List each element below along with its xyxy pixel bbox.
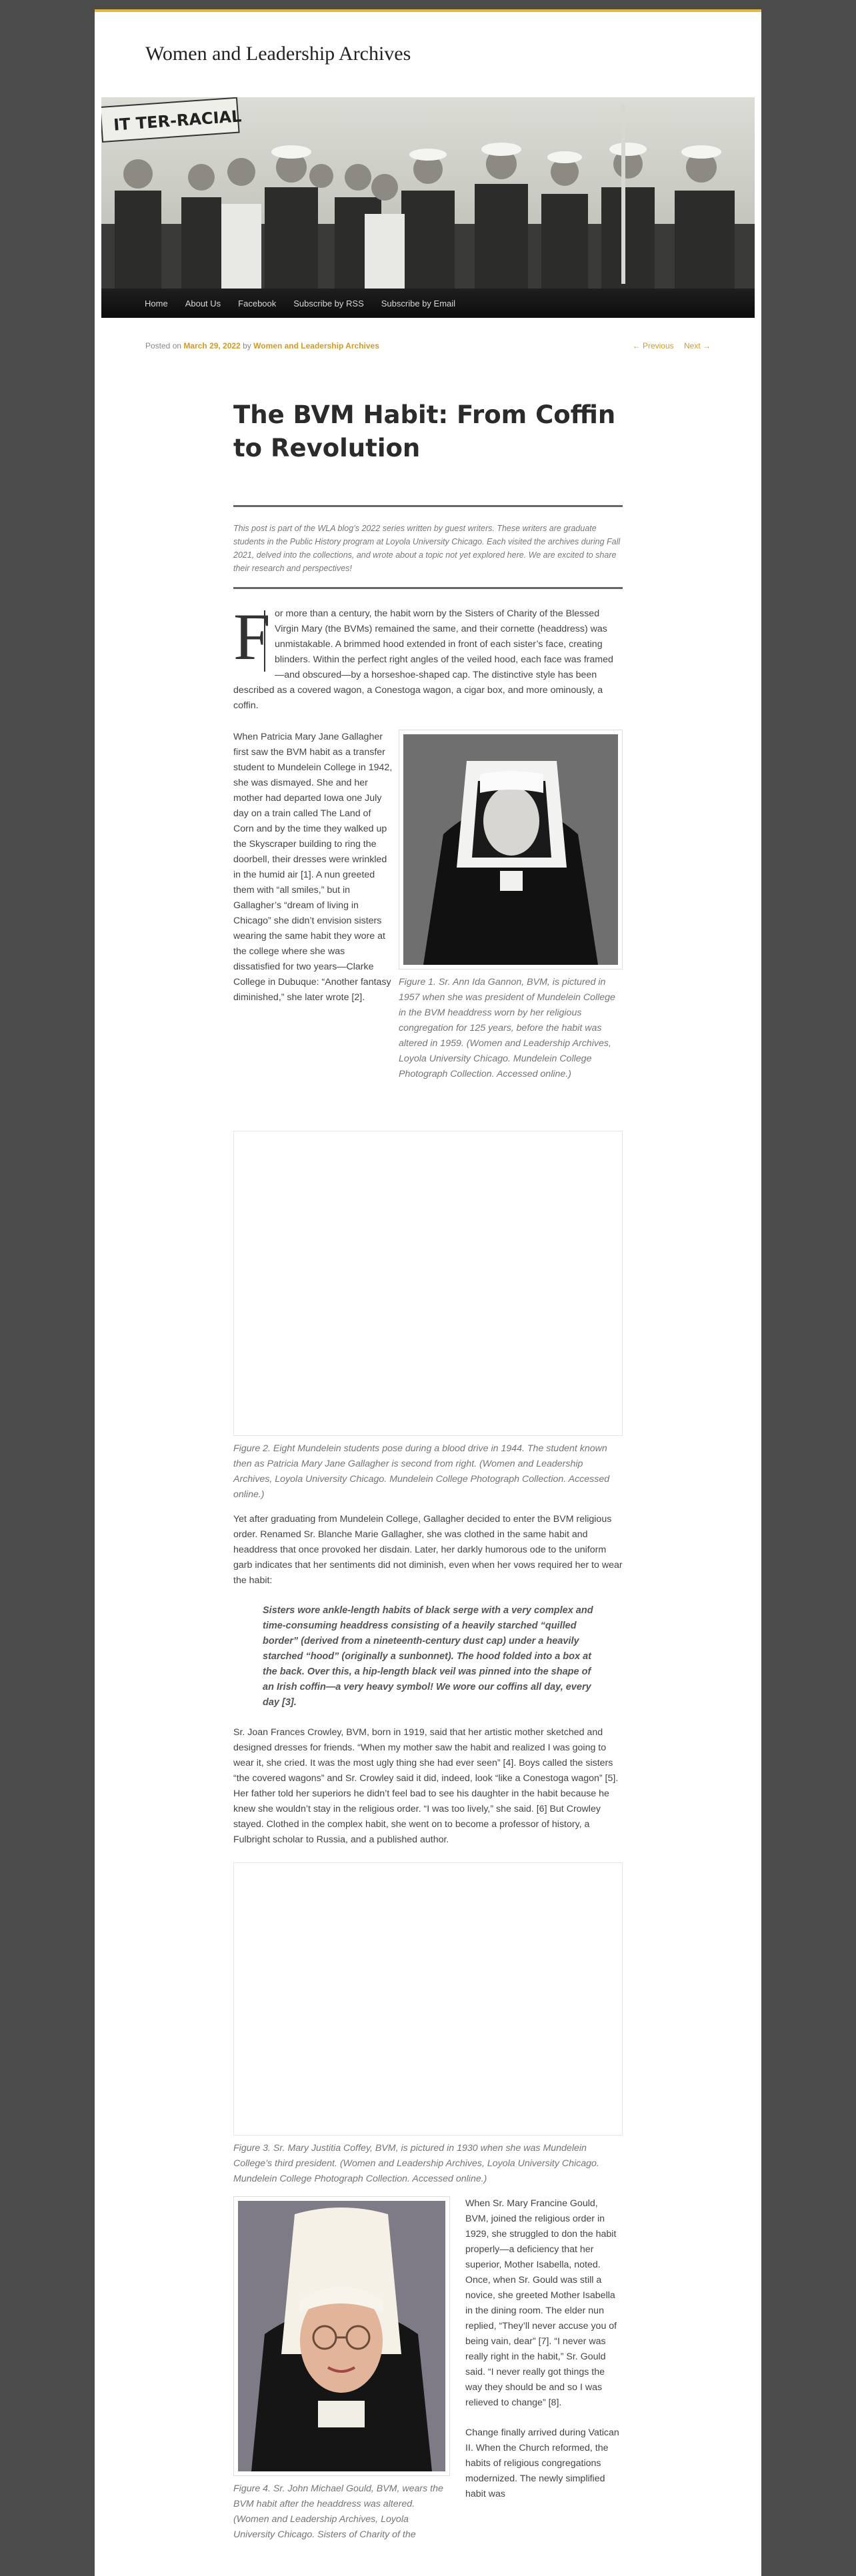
posted-on-label: Posted on	[145, 341, 182, 350]
paragraph-4: Sr. Joan Frances Crowley, BVM, born in 1919, said that her artistic mother sketched and designed dresses for friends. “When my mother saw the habit and realized I was going to wear it, she cried. It was the most ugly thing she had ever seen” [4]. Boys called the sisters “the covered wagons” and Sr. Crowley said it did, indeed, look “like a Conestoga wagon” [5]. Her father told her superiors he didn’t feel bad to see his daughter in the habit because he knew she wouldn’t stay in the religious order. “I was too lively,” she said. [6] But Crowley stayed. Clothed in the complex habit, she went on to become a professor of history, a Fulbright scholar to Russia, and a published author.	[233, 1727, 619, 1845]
paragraph-3: Yet after graduating from Mundelein College, Gallagher decided to enter the BVM religious order. Renamed Sr. Blanche Marie Gallagher, she was clothed in the same habit and headdress that once provoked her disdain. Later, her darkly humorous ode to the uniform garb indicates that her sentiments did not diminish, even when her vows required her to wear the habit:	[233, 1514, 623, 1586]
figure-1	[399, 730, 623, 1082]
figure-4-section	[233, 2196, 623, 2556]
series-intro: This post is part of the WLA blog’s 2022 series written by guest writers. These writers are graduate students in the Public History program at Loyola University Chicago. Each visited the archives during Fall 2021, delved into the collections, and wrote about a topic not yet explored here. We are excited to share their research and perspectives!	[233, 505, 623, 589]
paragraph-2: When Patricia Mary Jane Gallagher first saw the BVM habit as a transfer student to Mundelein College in 1942, she was dismayed. She and her mother had departed Iowa one July day on a train called The Land of Corn and by the time they walked up the Skyscraper building to ring the doorbell, their dresses were wrinkled in the humid air [1]. A nun greeted them with “all smiles,” but in Gallagher’s “dream of living in Chicago” she didn’t envision sisters wearing the same habit they wore at the college where she was dissatisfied for two years—Clarke College in Dubuque: “Another fantasy diminished,” she later wrote [2].	[233, 732, 393, 1003]
by-label: by	[243, 341, 251, 350]
nun-portrait-4	[238, 2201, 445, 2471]
post-date-link[interactable]: March 29, 2022	[183, 341, 241, 350]
habit-quote: Sisters wore ankle-length habits of black serge with a very complex and time-consuming headdress consisting of a heavily starched “quilled border” (derived from a nineteenth-century dust cap) under a heavily starched “hood” (originally a sunbonnet). The hood folded into a box at the back. Over this, a hip-length black veil was pinned into the shape of an Irish coffin—a very heavy symbol! We wore our coffins all day, every day [3].	[263, 1605, 593, 1708]
nav-facebook[interactable]: Facebook	[238, 298, 277, 309]
figure-1-caption: Figure 1. Sr. Ann Ida Gannon, BVM, is pictured in 1957 when she was president of Mundelein College in the BVM headdress worn by her religious congregation for 125 years, before the habit was altered in 1959. (Women and Leadership Archives, Loyola University Chicago. Mundelein College Photograph Collection. Accessed online.)	[399, 977, 615, 1079]
header-image	[101, 97, 755, 289]
nav-subscribe-rss[interactable]: Subscribe by RSS	[293, 298, 364, 309]
post-navigation	[625, 341, 711, 350]
post-article	[233, 398, 623, 2556]
previous-post-link[interactable]: ← Previous	[632, 341, 674, 350]
nav-subscribe-email[interactable]: Subscribe by Email	[381, 298, 456, 309]
site-title[interactable]: Women and Leadership Archives	[145, 43, 411, 65]
figure-1-section	[233, 730, 623, 1116]
post-meta	[145, 341, 379, 350]
paragraph-1-text: or more than a century, the habit worn by the Sisters of Charity of the Blessed Virgin Mary (the BVMs) remained the same, and their cornette (headdress) was unmistakable. A brimmed hood extended in front of each sister’s face, creating blinders. Within the perfect right angles of the veiled hood, each face was framed—and obscured—by a horseshoe-shaped cap. The distinctive style has been described as a covered wagon, a Conestoga wagon, a cigar box, and more ominously, a coffin.	[233, 608, 613, 711]
figure-1-frame	[399, 730, 623, 969]
figure-4-text	[465, 2196, 623, 2502]
page	[95, 9, 761, 2576]
author-link[interactable]: Women and Leadership Archives	[253, 341, 379, 350]
banner-text: IT TER-RACIAL	[113, 107, 243, 135]
post-title: The BVM Habit: From Coffin to Revolution	[233, 400, 616, 462]
paragraph-1	[233, 600, 623, 714]
figure-4	[233, 2196, 450, 2543]
figure-3-image-placeholder	[233, 1862, 623, 2136]
paragraph-6: Change finally arrived during Vatican II. When the Church reformed, the habits of religious congregations modernized. The newly simplified habit was	[465, 2427, 619, 2499]
next-post-link[interactable]: Next →	[683, 341, 711, 350]
march-crowd-photo	[101, 97, 755, 289]
figure-2-caption: Figure 2. Eight Mundelein students pose during a blood drive in 1944. The student known then as Patricia Mary Jane Gallagher is second from right. (Women and Leadership Archives, Loyola University Chicago. Mundelein College Photograph Collection. Accessed online.)	[233, 1443, 610, 1500]
main-nav	[101, 289, 755, 318]
nav-home[interactable]: Home	[145, 298, 168, 309]
nav-about-us[interactable]: About Us	[185, 298, 221, 309]
nun-portrait-1	[403, 734, 618, 965]
figure-4-frame	[233, 2196, 450, 2476]
paragraph-5: When Sr. Mary Francine Gould, BVM, joined the religious order in 1929, she struggled to don the habit properly—a deficiency that her superior, Mother Isabella, noted. Once, when Sr. Gould was still a novice, she greeted Mother Isabella in the dining room. The elder nun replied, “They’ll never accuse you of being vain, dear” [7]. “I never was really right in the habit,” Sr. Gould said. “I never really got things the way they should be and so I was relieved to change” [8].	[465, 2198, 617, 2408]
figure-4-caption: Figure 4. Sr. John Michael Gould, BVM, wears the BVM habit after the headdress was altered. (Women and Leadership Archives, Loyola University Chicago. Sisters of Charity of the	[233, 2483, 443, 2540]
figure-1-photo[interactable]	[403, 734, 618, 965]
figure-4-photo[interactable]	[238, 2201, 445, 2471]
dropcap: F	[233, 600, 271, 674]
figure-2-image-placeholder	[233, 1131, 623, 1436]
figure-3-caption: Figure 3. Sr. Mary Justitia Coffey, BVM, is pictured in 1930 when she was Mundelein College’s third president. (Women and Leadership Archives, Loyola University Chicago. Mundelein College Photograph Collection. Accessed online.)	[233, 2143, 599, 2184]
